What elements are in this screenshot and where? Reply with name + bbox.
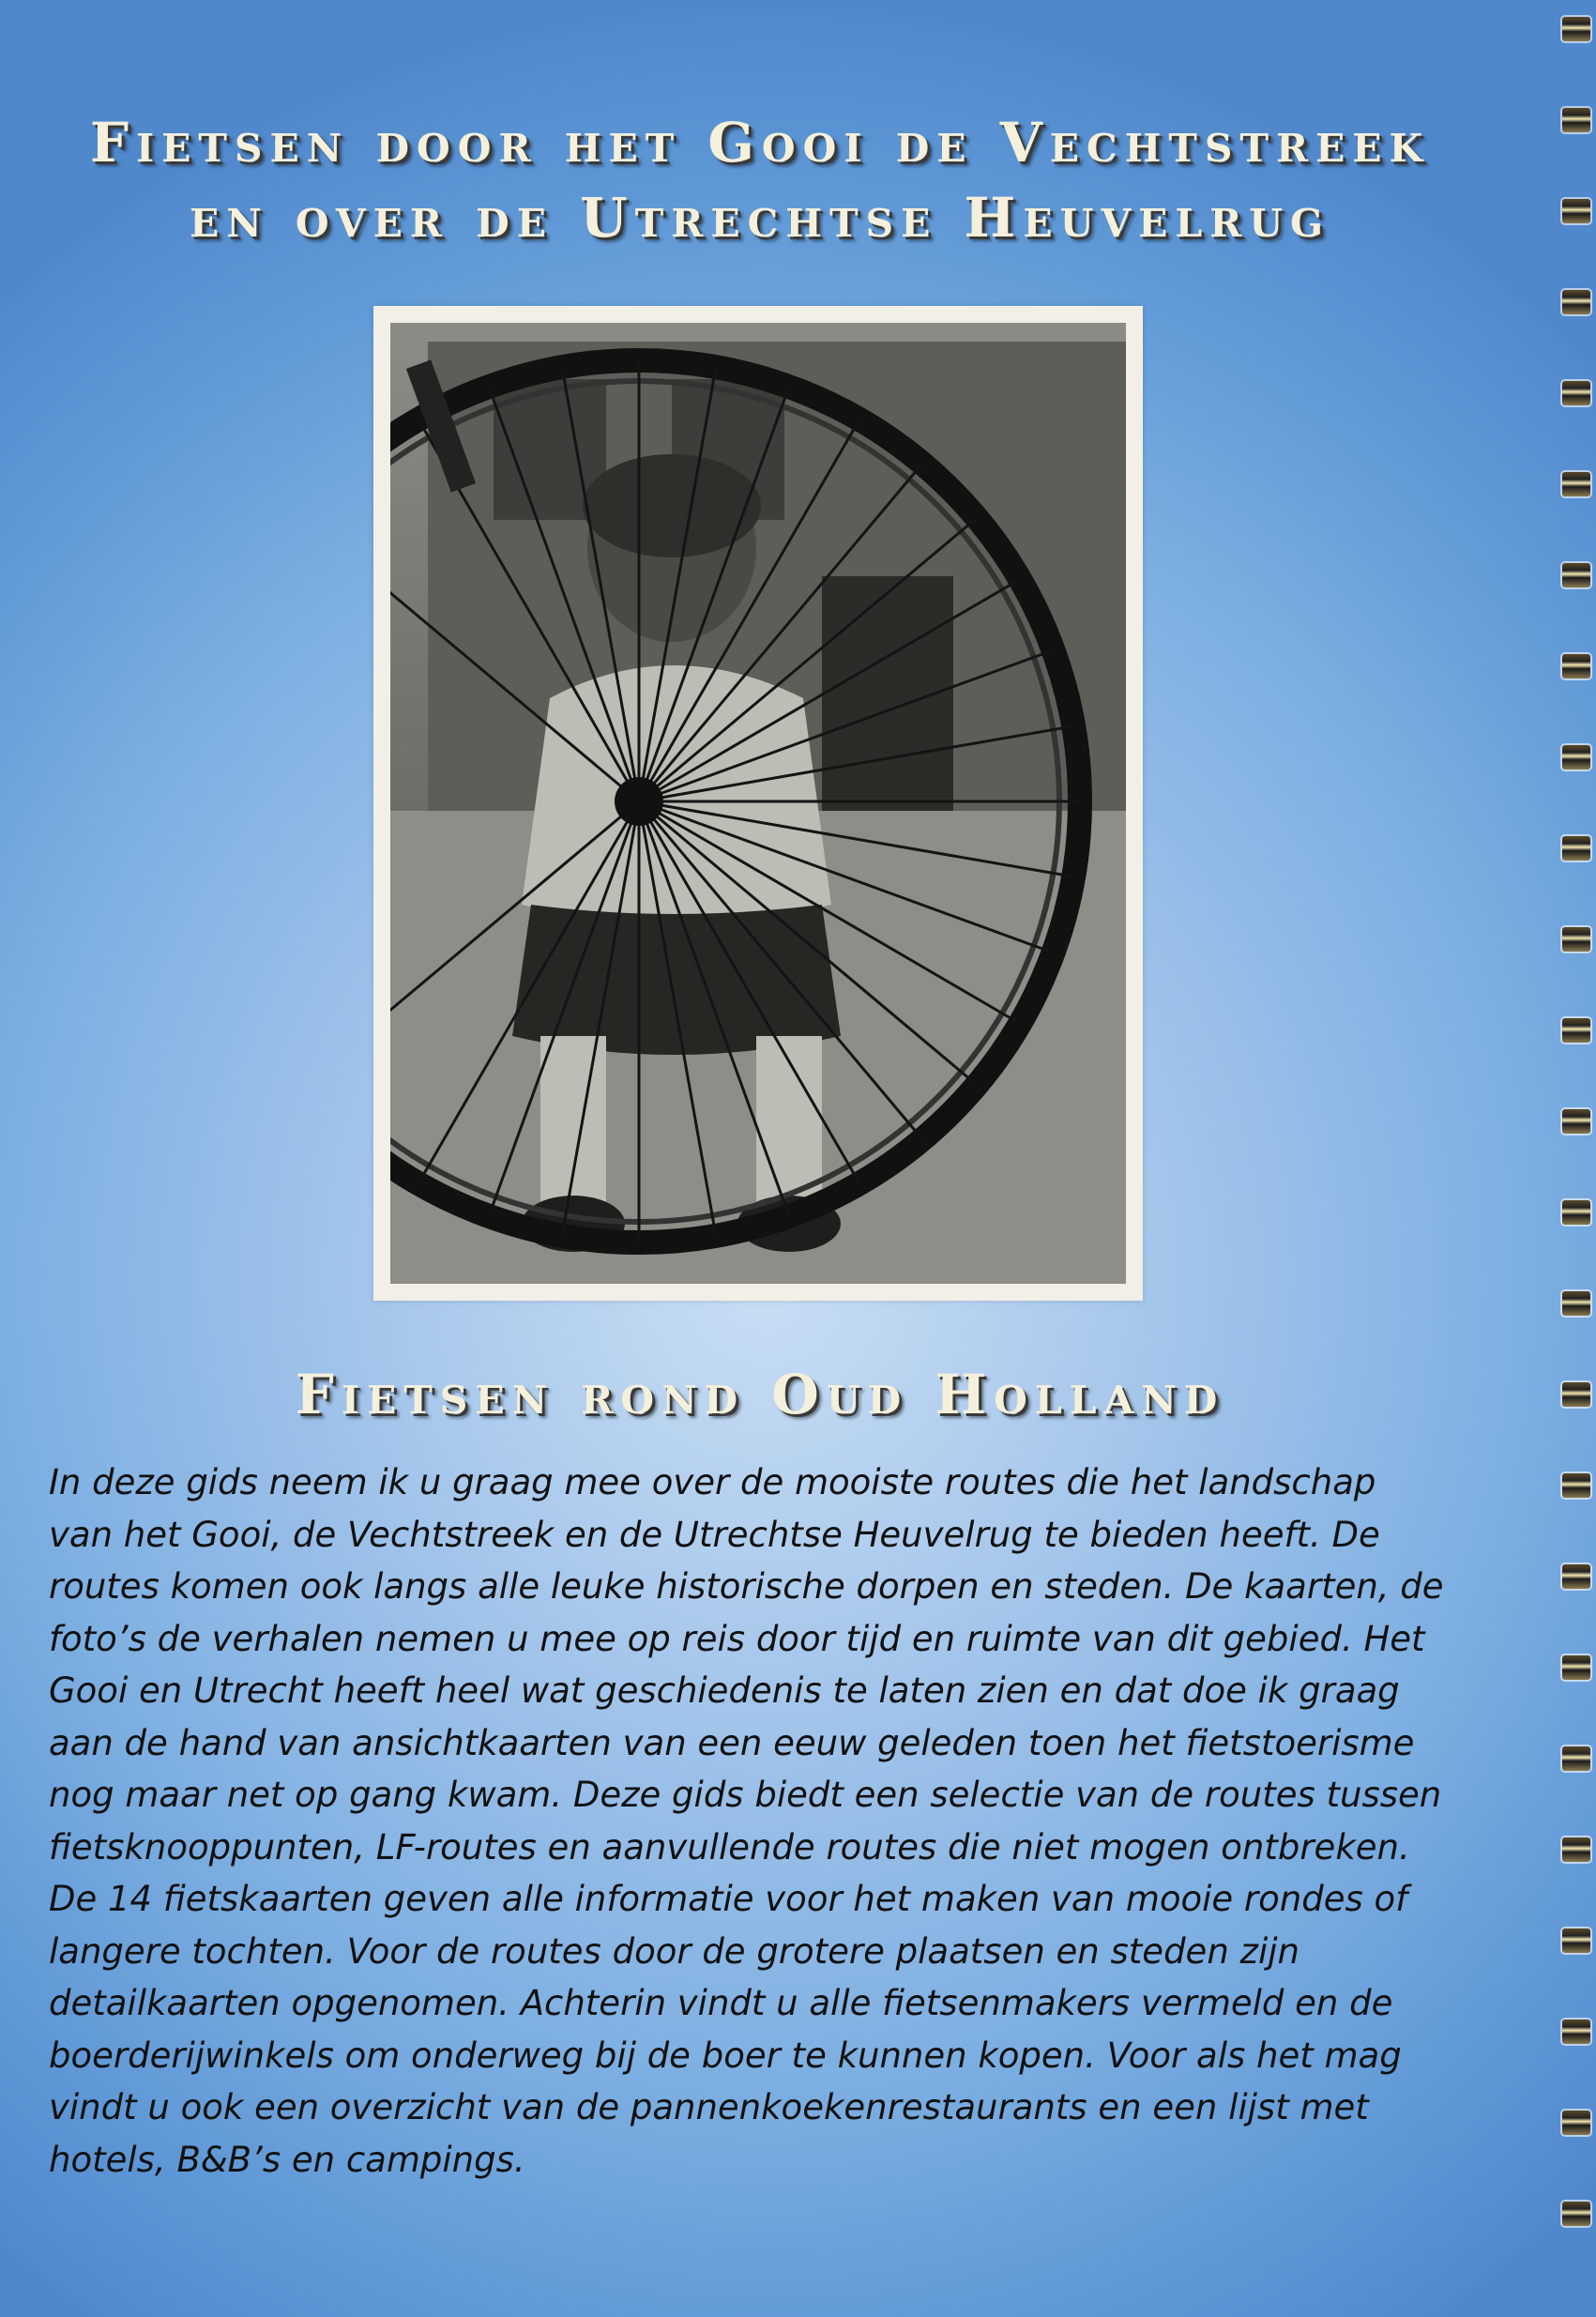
paragraph-line: hotels, B&B’s en campings. bbox=[49, 2139, 525, 2180]
binding-ring bbox=[1562, 1109, 1590, 1134]
binding-ring bbox=[1562, 2111, 1590, 2135]
binding-ring bbox=[1562, 1018, 1590, 1043]
paragraph-line: nog maar net op gang kwam. Deze gids biedt een selectie van de routes tussen bbox=[49, 1775, 1442, 1815]
binding-ring bbox=[1562, 290, 1590, 314]
paragraph-line: boerderijwinkels om onderweg bij de boer te kunnen kopen. Voor als het mag bbox=[49, 2035, 1402, 2076]
binding-ring bbox=[1562, 472, 1590, 496]
binding-ring bbox=[1562, 108, 1590, 132]
binding-ring bbox=[1562, 745, 1590, 770]
binding-ring bbox=[1562, 17, 1590, 41]
intro-paragraph bbox=[49, 1456, 1531, 2186]
paragraph-line: In deze gids neem ik u graag mee over de mooiste routes die het landschap bbox=[49, 1462, 1376, 1502]
binding-ring bbox=[1562, 836, 1590, 861]
paragraph-line: aan de hand van ansichtkaarten van een eeuw geleden toen het fietstoerisme bbox=[49, 1722, 1415, 1763]
binding-ring bbox=[1562, 2202, 1590, 2226]
binding-ring bbox=[1562, 1382, 1590, 1407]
paragraph-line: van het Gooi, de Vechtstreek en de Utrechtse Heuvelrug te bieden heeft. De bbox=[49, 1514, 1380, 1555]
binding-ring bbox=[1562, 1928, 1590, 1953]
binding-ring bbox=[1562, 1655, 1590, 1680]
paragraph-line: langere tochten. Voor de routes door de grotere plaatsen en steden zijn bbox=[49, 1930, 1300, 1972]
binding-ring bbox=[1562, 2020, 1590, 2044]
binding-ring bbox=[1562, 199, 1590, 223]
paragraph-line: foto’s de verhalen nemen u mee op reis door tijd en ruimte van dit gebied. Het bbox=[49, 1618, 1425, 1659]
paragraph-line: fietsknooppunten, LF-routes en aanvullende routes die niet mogen ontbreken. bbox=[49, 1826, 1410, 1867]
section-title: Fietsen rond Oud Holland bbox=[295, 1363, 1225, 1426]
binding-ring bbox=[1562, 1564, 1590, 1589]
binding-ring bbox=[1562, 654, 1590, 678]
binding-ring bbox=[1562, 1746, 1590, 1771]
binding-ring bbox=[1562, 1473, 1590, 1498]
binding-ring bbox=[1562, 1291, 1590, 1316]
binding-ring bbox=[1562, 1837, 1590, 1862]
paragraph-line: detailkaarten opgenomen. Achterin vindt u alle fietsenmakers vermeld en de bbox=[49, 1983, 1393, 2023]
wheel-hub bbox=[615, 777, 663, 826]
photo-frame bbox=[373, 306, 1143, 1301]
paragraph-line: De 14 fietskaarten geven alle informatie voor het maken van mooie rondes of bbox=[49, 1879, 1408, 1919]
binding-ring bbox=[1562, 563, 1590, 587]
binding-ring bbox=[1562, 381, 1590, 405]
paragraph-line: Gooi en Utrecht heeft heel wat geschiedenis te laten zien en dat doe ik graag bbox=[49, 1670, 1400, 1711]
spiral-binding-icon bbox=[1558, 0, 1596, 2317]
bicycle-wheel-photo bbox=[390, 323, 1126, 1284]
binding-ring bbox=[1562, 1200, 1590, 1225]
title-line-1: Fietsen door het Gooi de Vechtstreek bbox=[89, 111, 1431, 175]
title-line-2: en over de Utrechtse Heuvelrug bbox=[189, 186, 1331, 250]
binding-ring bbox=[1562, 927, 1590, 952]
paragraph-line: routes komen ook langs alle leuke historische dorpen en steden. De kaarten, de bbox=[49, 1566, 1444, 1607]
paragraph-line: vindt u ook een overzicht van de pannenkoekenrestaurants en een lijst met bbox=[49, 2087, 1369, 2127]
